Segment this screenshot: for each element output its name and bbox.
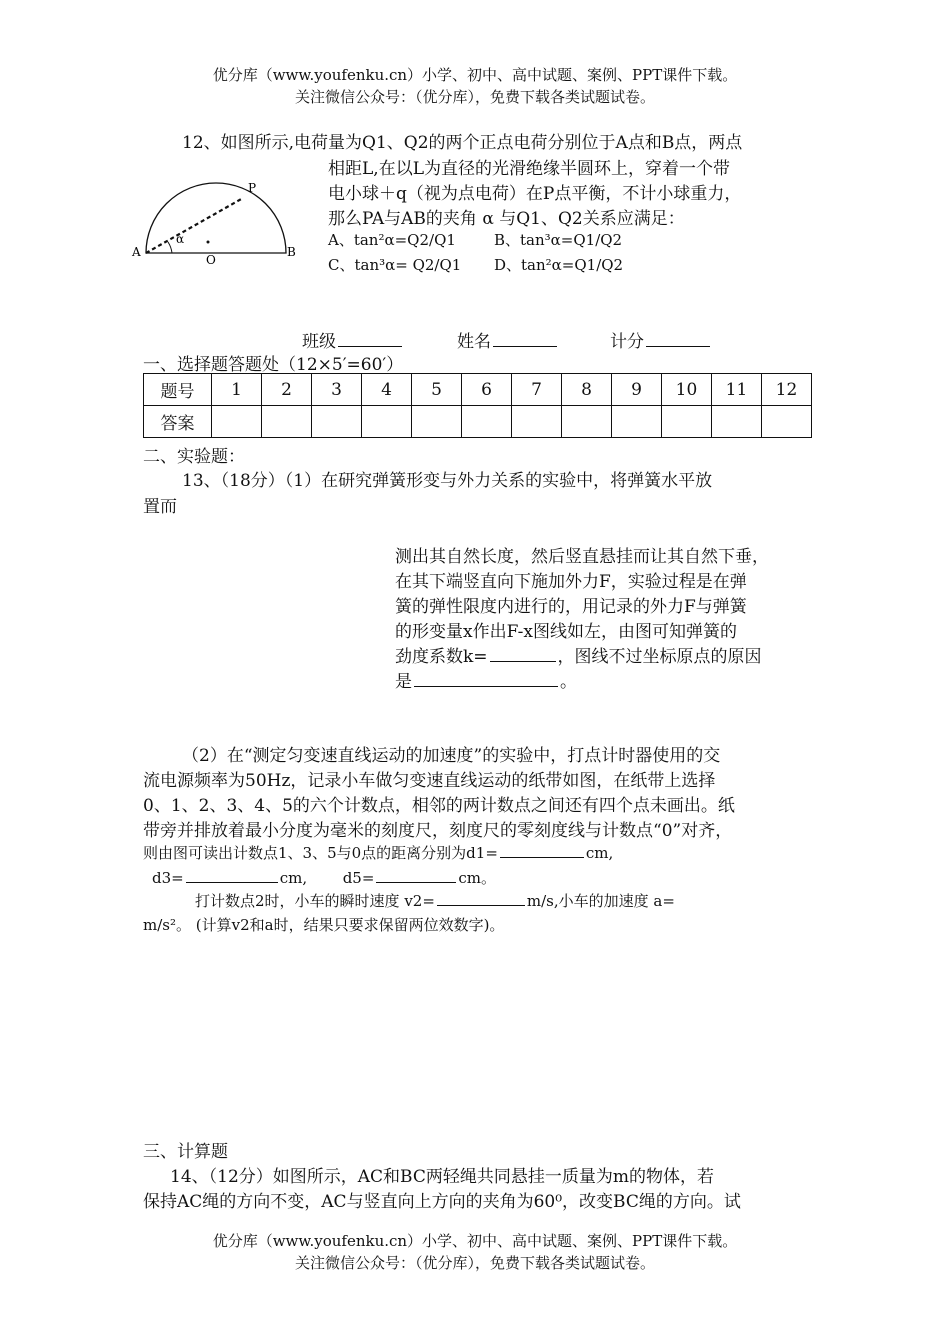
answer-cell[interactable] [412,406,462,438]
label-o: O [206,253,216,267]
q13-part2-line-8: m/s²。 (计算v2和a时，结果只要求保留两位效数字)。 [143,916,505,934]
q13-part2-line-4: 带旁并排放着最小分度为毫米的刻度尺，刻度尺的零刻度线与计数点“0”对齐， [143,821,733,841]
q12-line-3: 电小球＋q（视为点电荷）在P点平衡，不计小球重力， [328,184,742,204]
q13-p2: 在其下端竖直向下施加外力F，实验过程是在弹 [395,572,747,592]
footer-line-2: 关注微信公众号：（优分库），免费下载各类试题试卷。 [294,1254,655,1272]
score-field[interactable] [610,327,712,352]
answer-cell[interactable] [712,406,762,438]
footer-line-1: 优分库（www.youfenku.cn）小学、初中、高中试题、案例、PPT课件下载。 [212,1232,738,1250]
center-dot [207,241,210,244]
q13-part2-line-1: （2）在“测定匀变速直线运动的加速度”的实验中，打点计时器使用的交 [182,746,721,766]
semicircle-figure [128,176,308,268]
answer-cell[interactable] [762,406,812,438]
label-alpha: α [176,232,185,246]
q13-part2-line-7: 打计数点2时，小车的瞬时速度 v2= m/s,小车的加速度 a= [195,892,675,910]
num-cell: 3 [312,374,362,406]
k-blank[interactable] [490,660,556,662]
num-cell: 2 [262,374,312,406]
q13-p5: 劲度系数k= ，图线不过坐标原点的原因 [395,647,762,667]
answer-cell[interactable] [562,406,612,438]
reason-blank[interactable] [414,685,558,687]
v2-blank[interactable] [437,904,525,906]
d1-blank[interactable] [500,856,584,858]
angle-arc [168,242,172,253]
q14-line-1: 14、（12分）如图所示，AC和BC两轻绳共同悬挂一质量为m的物体，若 [170,1167,714,1187]
num-cell: 11 [712,374,762,406]
answer-cell[interactable] [212,406,262,438]
table-head-number: 题号 [144,374,212,406]
num-cell: 10 [662,374,712,406]
d3-blank[interactable] [186,881,278,883]
num-cell: 4 [362,374,412,406]
q13-part2-line-3: 0、1、2、3、4、5的六个计数点，相邻的两计数点之间还有四个点未画出。纸 [143,796,735,816]
q14-line-2: 保持AC绳的方向不变，AC与竖直向上方向的夹角为60⁰，改变BC绳的方向。试 [143,1192,741,1212]
label-b: B [287,245,296,259]
q12-line-4: 那么PA与AB的夹角 α 与Q1、Q2关系应满足： [328,209,685,229]
semicircle-ring [146,183,286,253]
answer-cell[interactable] [612,406,662,438]
num-cell: 1 [212,374,262,406]
d5-blank[interactable] [376,881,456,883]
section3-title: 三、计算题 [143,1142,228,1162]
answer-cell[interactable] [262,406,312,438]
section1-title: 一、选择题答题处（12×5′=60′） [143,355,404,375]
q12-option-a: A、tan²α=Q2/Q1 [328,231,456,249]
name-field[interactable] [457,327,559,352]
answer-cell[interactable] [662,406,712,438]
q13-part2-line-2: 流电源频率为50Hz，记录小车做匀变速直线运动的纸带如图，在纸带上选择 [143,771,716,791]
q12-option-d: D、tan²α=Q1/Q2 [494,256,624,274]
answer-cell[interactable] [312,406,362,438]
q13-p3: 簧的弹性限度内进行的，用记录的外力F与弹簧 [395,597,747,617]
q13-p4: 的形变量x作出F-x图线如左，由图可知弹簧的 [395,622,737,642]
q13-p6: 是 。 [395,672,577,692]
num-cell: 6 [462,374,512,406]
header-line-1: 优分库（www.youfenku.cn）小学、初中、高中试题、案例、PPT课件下载。 [212,66,738,84]
label-p: P [248,181,257,195]
answer-cell[interactable] [512,406,562,438]
q13-part2-line-5: 则由图可读出计数点1、3、5与0点的距离分别为d1= cm, [143,844,614,862]
section2-title: 二、实验题： [143,447,245,467]
num-cell: 9 [612,374,662,406]
q13-p1: 测出其自然长度，然后竖直悬挂而让其自然下垂， [395,547,769,567]
num-cell: 8 [562,374,612,406]
class-label: 班级 [302,332,336,352]
answer-cell[interactable] [362,406,412,438]
q13-line-2: 置而 [143,497,177,517]
header-line-2: 关注微信公众号：（优分库），免费下载各类试题试卷。 [294,88,655,106]
q12-option-b: B、tan³α=Q1/Q2 [494,231,623,249]
table-row-answers [144,406,812,438]
q13-part2-line-6: d3= cm, d5= cm。 [152,869,497,887]
num-cell: 7 [512,374,562,406]
q13-line-1: 13、（18分）（1）在研究弹簧形变与外力关系的实验中，将弹簧水平放 [182,471,713,491]
answer-cell[interactable] [462,406,512,438]
score-label: 计分 [610,332,644,352]
answer-table [143,373,812,438]
table-head-answer: 答案 [144,406,212,438]
name-label: 姓名 [457,332,491,352]
class-field[interactable] [302,327,404,352]
line-pa [146,198,243,253]
q12-option-c: C、tan³α= Q2/Q1 [328,256,462,274]
num-cell: 5 [412,374,462,406]
table-row-numbers [144,374,812,406]
label-a: A [132,245,141,259]
num-cell: 12 [762,374,812,406]
q12-line-1: 12、如图所示,电荷量为Q1、Q2的两个正点电荷分别位于A点和B点，两点 [182,133,743,153]
q12-line-2: 相距L,在以L为直径的光滑绝缘半圆环上，穿着一个带 [328,159,730,179]
